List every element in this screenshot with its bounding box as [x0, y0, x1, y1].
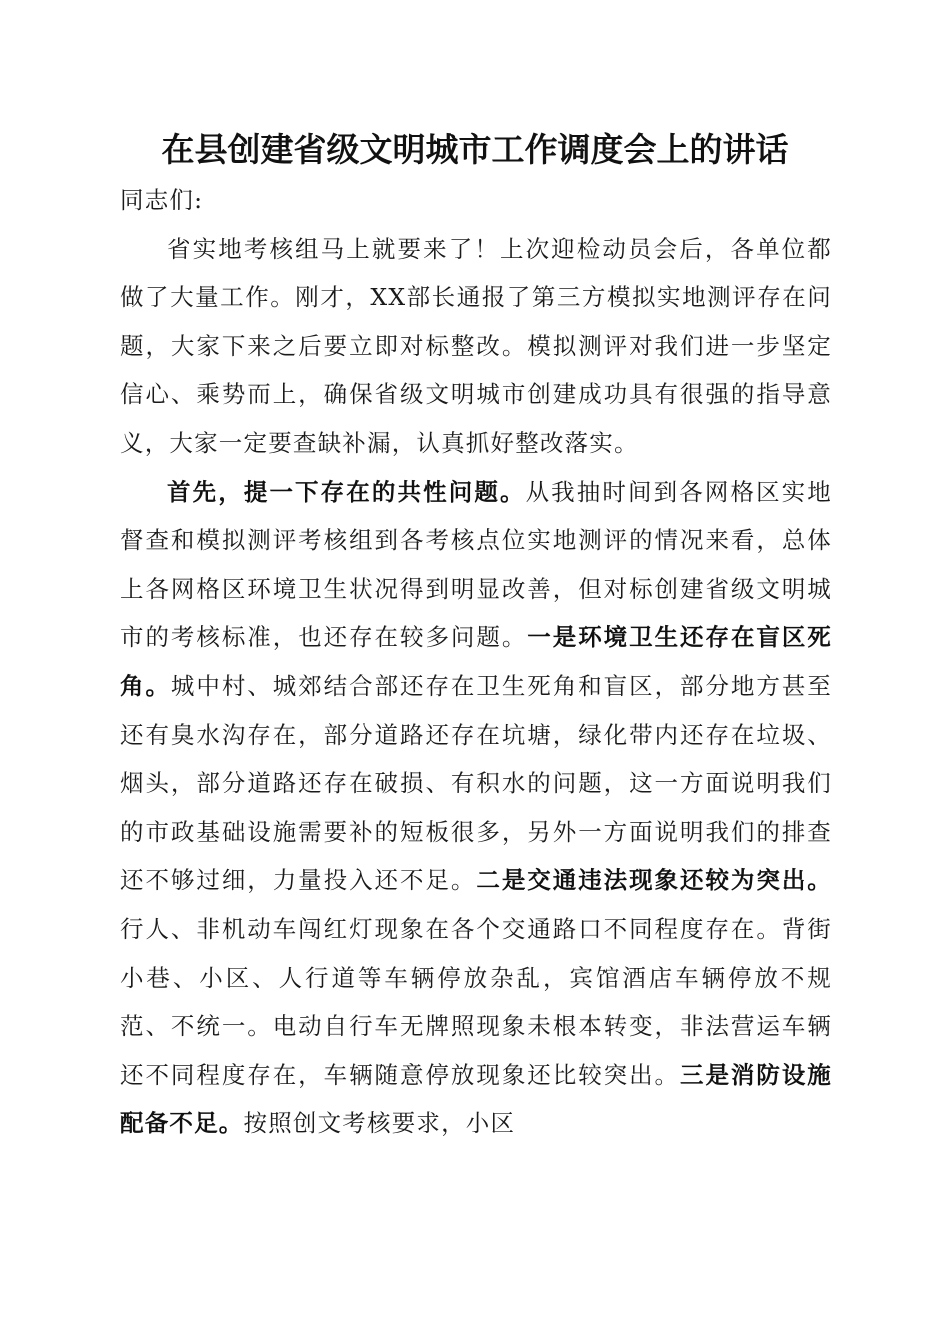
section-lead-heading: 首先，提一下存在的共性问题。 [167, 477, 526, 506]
point-three-heading: 三是消防设施配备不足。 [120, 1060, 832, 1138]
point-one-text: 城中村、城郊结合部还存在卫生死角和盲区，部分地方甚至还有臭水沟存在，部分道路还存在坑塘，绿化带内还存在垃圾、烟头，部分道路还存在破损、有积水的问题，这一方面说明我们的市政基础设施需要补的短板很多，另外一方面说明我们的排查还不够过细，力量投入还不足。 [120, 671, 833, 895]
document-title: 在县创建省级文明城市工作调度会上的讲话 [161, 130, 789, 169]
paragraph-common-problems [120, 468, 832, 1148]
document-body [120, 176, 832, 1148]
point-one-heading: 一是环境卫生还存在盲区死角。 [120, 623, 833, 700]
point-three-text: 按照创文考核要求，小区 [243, 1109, 516, 1138]
paragraph-text: 从我抽时间到各网格区实地督查和模拟测评考核组到各考核点位实地测评的情况来看，总体上各网格区环境卫生状况得到明显改善，但对标创建省级文明城市的考核标准，也还存在较多问题。 [120, 477, 832, 652]
point-two-heading: 二是交通违法现象还较为突出。 [476, 866, 832, 895]
point-two-text: 行人、非机动车闯红灯现象在各个交通路口不同程度存在。背街小巷、小区、人行道等车辆停放杂乱，宾馆酒店车辆停放不规范、不统一。电动自行车无牌照现象未根本转变，非法营运车辆还不同程度存在，车辆随意停放现象还比较突出。 [120, 914, 832, 1089]
salutation: 同志们: [120, 186, 204, 214]
paragraph-opening: 省实地考核组马上就要来了！上次迎检动员会后，各单位都做了大量工作。刚才，XX部长通报了第三方模拟实地测评存在问题，大家下来之后要立即对标整改。模拟测评对我们进一步坚定信心、乘势而上，确保省级文明城市创建成功具有很强的指导意义，大家一定要查缺补漏，认真抓好整改落实。 [120, 234, 832, 457]
